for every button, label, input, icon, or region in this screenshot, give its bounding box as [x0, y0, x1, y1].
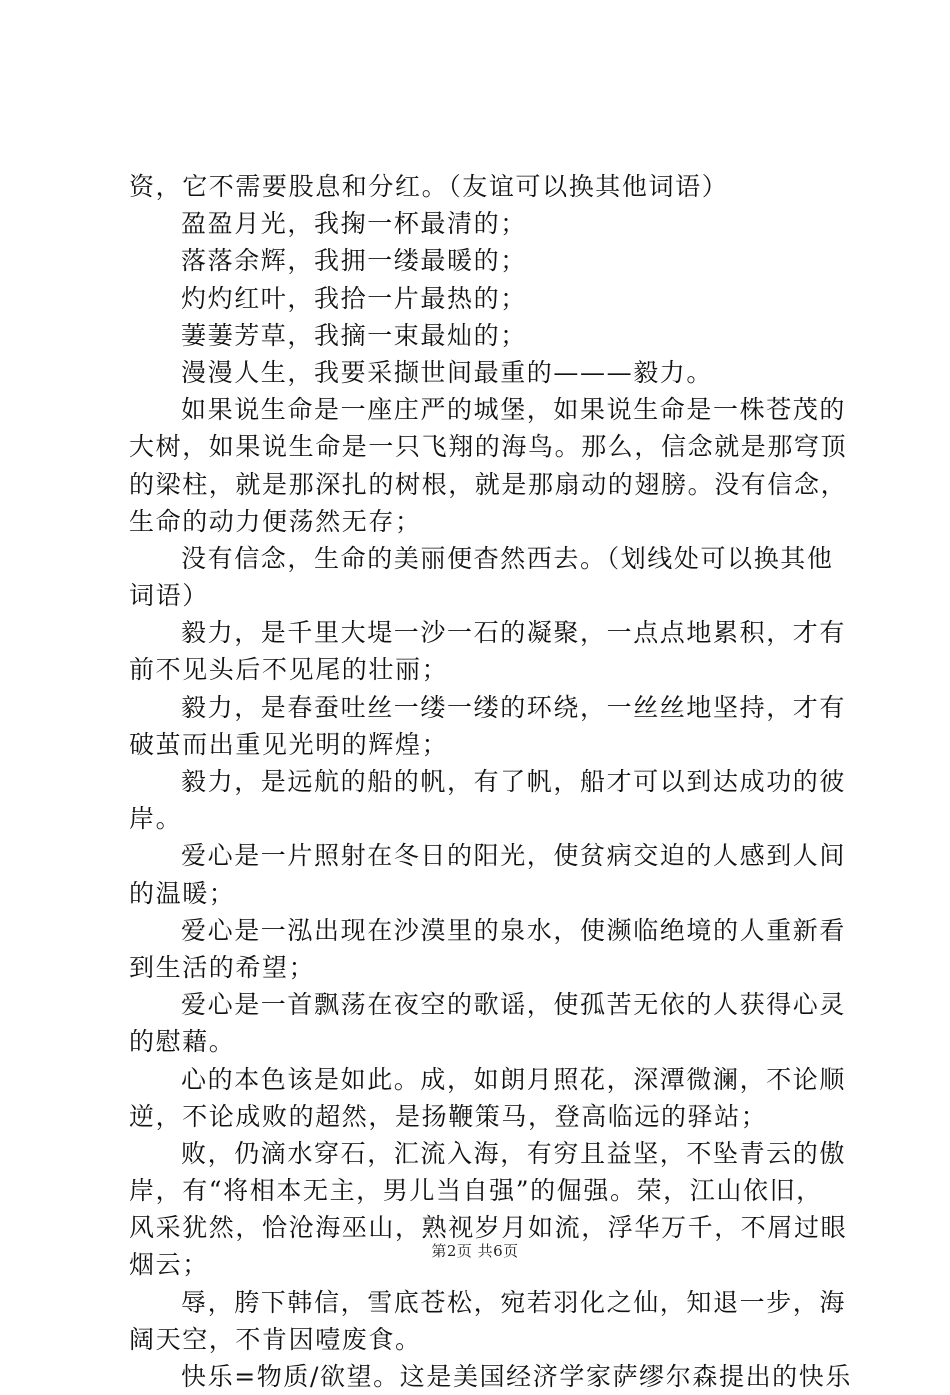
text-line: 萋萋芳草，我摘一束最灿的； [181, 320, 527, 350]
text-line: 如果说生命是一座庄严的城堡，如果说生命是一株苍茂的 [181, 395, 847, 425]
text-line: 前不见头后不见尾的壮丽； [129, 655, 449, 685]
text-line: 词语） [129, 581, 209, 611]
text-line: 毅力，是远航的船的帆，有了帆，船才可以到达成功的彼 [181, 767, 847, 796]
text-line: 资，它不需要股息和分红。（友谊可以换其他词语） [129, 172, 729, 201]
text-line: 快乐=物质/欲望。这是美国经济学家萨缪尔森提出的快乐 [181, 1362, 852, 1391]
text-line: 爱心是一泓出现在沙漠里的泉水，使濒临绝境的人重新看 [181, 915, 847, 945]
text-line: 落落余辉，我拥一缕最暖的； [181, 246, 527, 276]
text-line: 岸，有“将相本无主，男儿当自强”的倔强。荣，江山依旧， [129, 1176, 823, 1206]
text-line: 心的本色该是如此。成，如朗月照花，深潭微澜，不论顺 [181, 1064, 847, 1094]
text-line: 没有信念，生命的美丽便杳然西去。（划线处可以换其他 [181, 543, 834, 573]
text-line: 毅力，是春蚕吐丝一缕一缕的环绕，一丝丝地坚持，才有 [181, 692, 847, 722]
text-line: 生命的动力便荡然无存； [129, 506, 422, 536]
text-line: 阔天空，不肯因噎废食。 [129, 1324, 422, 1354]
text-line: 逆，不论成败的超然，是扬鞭策马，登高临远的驿站； [129, 1101, 768, 1131]
text-line: 灼灼红叶，我拾一片最热的； [181, 283, 527, 313]
text-line: 烟云； [129, 1250, 209, 1280]
text-line: 毅力，是千里大堤一沙一石的凝聚，一点点地累积，才有 [181, 618, 847, 648]
text-line: 漫漫人生，我要采撷世间最重的———毅力。 [181, 357, 714, 387]
text-line: 败，仍滴水穿石，汇流入海，有穷且益坚，不坠青云的傲 [181, 1138, 847, 1168]
text-line: 到生活的希望； [129, 952, 316, 982]
text-line: 的慰藉。 [129, 1027, 236, 1057]
text-line: 盈盈月光，我掬一杯最清的； [181, 209, 527, 239]
text-line: 的温暖； [129, 878, 236, 908]
text-line: 爱心是一片照射在冬日的阳光，使贫病交迫的人感到人间 [181, 841, 847, 871]
text-line: 的梁柱，就是那深扎的树根，就是那扇动的翅膀。没有信念， [129, 469, 848, 499]
page-footer: 第2页 共6页 [431, 1242, 519, 1260]
text-line: 岸。 [129, 804, 183, 834]
document-body [129, 168, 852, 1395]
text-line: 爱心是一首飘荡在夜空的歌谣，使孤苦无依的人获得心灵 [181, 990, 847, 1020]
text-line: 风采犹然，恰沧海巫山，熟视岁月如流，浮华万千，不屑过眼 [129, 1213, 848, 1243]
text-line: 辱，胯下韩信，雪底苍松，宛若羽化之仙，知退一步，海 [181, 1287, 847, 1317]
text-line: 大树，如果说生命是一只飞翔的海鸟。那么，信念就是那穹顶 [129, 432, 848, 462]
text-line: 破茧而出重见光明的辉煌； [129, 729, 449, 759]
